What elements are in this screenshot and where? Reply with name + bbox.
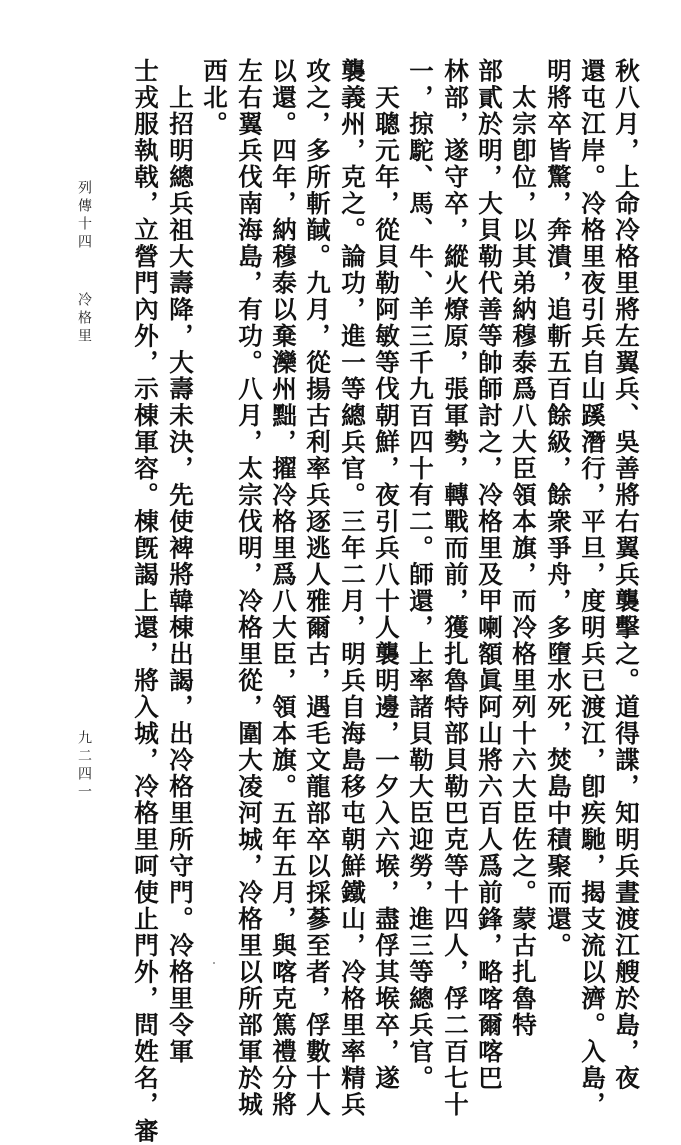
person-name-label: 冷格里 <box>76 292 92 346</box>
text-column: 攻之，多所斬馘。九月，從揚古利率兵逐逃人雅爾古，遇毛文龍部卒以採蔘至者，俘數十人 <box>303 58 332 1118</box>
text-column: 太宗卽位，以其弟納穆泰爲八大臣領本旗，而冷格里列十六大臣佐之。蒙古扎魯特 <box>509 58 538 1039</box>
speck-mark <box>213 962 215 964</box>
text-column: 士戎服執戟，立營門內外，示棟軍容。棟旣謁上還，將入城，冷格里呵使止門外，問姓名，審 <box>131 58 160 1145</box>
text-column: 還屯江岸。冷格里夜引兵自山蹊潛行，平旦，度明兵已渡江，卽疾馳，揭支流以濟。入島， <box>578 58 607 1118</box>
text-column: 林部，遂守卒，縱火燎原，張軍勢，轉戰而前，獲扎魯特部貝勒巴克等十四人，俘二百七十 <box>441 58 470 1118</box>
text-column: 以還。四年，納穆泰以棄灤州黜，擢冷格里爲八大臣，領本旗。五年五月，與喀克篤禮分將 <box>269 58 298 1118</box>
text-column: 上招明總兵祖大壽降，大壽未決，先使裨將韓棟出謁，出冷格里所守門。冷格里令軍 <box>166 58 195 1065</box>
text-column: 明將卒皆驚，奔潰，追斬五百餘級，餘衆爭舟，多墮水死，焚島中積聚而還。 <box>544 58 573 959</box>
text-column: 西北。 <box>200 58 229 138</box>
text-column: 一，掠駝、馬、牛、羊三千九百四十有二。師還，上率諸貝勒大臣迎勞，進三等總兵官。 <box>406 58 435 1092</box>
text-column: 部貳於明，大貝勒代善等帥師討之，冷格里及甲喇額眞阿山將六百人爲前鋒，略喀爾喀巴 <box>475 58 504 1092</box>
text-column: 天聰元年，從貝勒阿敏等伐朝鮮，夜引兵八十人襲明邊，一夕入六堠，盡俘其堠卒，遂 <box>372 58 401 1092</box>
page-number: 九二四一 <box>76 730 92 802</box>
text-column: 襲義州，克之。論功，進一等總兵官。三年二月，明兵自海島移屯朝鮮鐵山，冷格里率精兵 <box>338 58 367 1118</box>
text-column: 左右翼兵伐南海島，有功。八月，太宗伐明，冷格里從，圍大凌河城，冷格里以所部軍於城 <box>235 58 264 1118</box>
text-column: 秋八月，上命冷格里將左翼兵、吳善將右翼兵襲擊之。道得諜，知明兵晝渡江艘於島，夜 <box>612 58 641 1092</box>
chapter-label: 列傳十四 <box>76 180 92 252</box>
